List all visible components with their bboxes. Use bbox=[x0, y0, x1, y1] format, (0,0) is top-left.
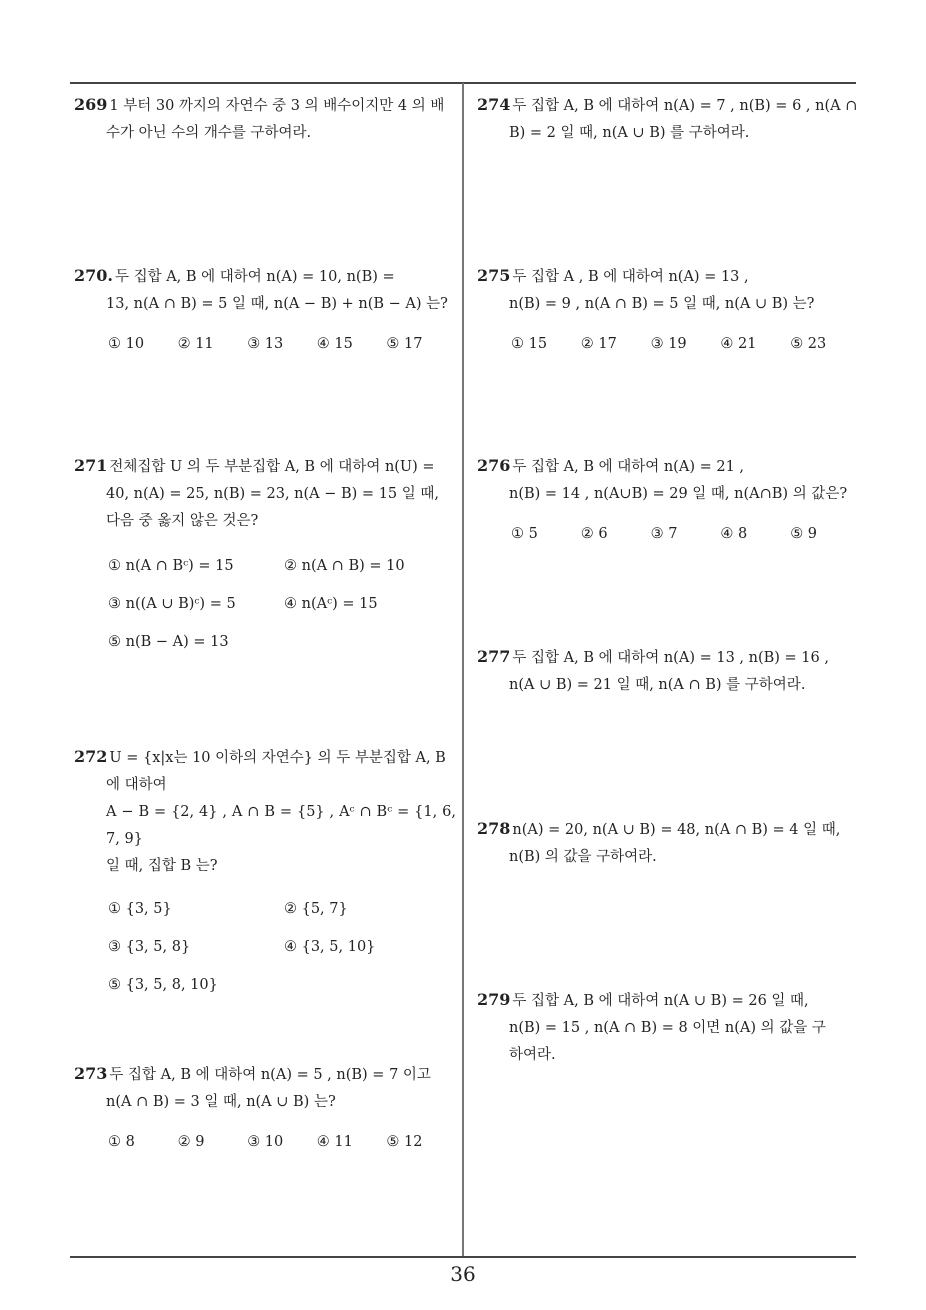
problem-number: 276 bbox=[477, 456, 511, 475]
problem-text-line: 일 때, 집합 B 는? bbox=[106, 858, 218, 874]
problem-number: 279 bbox=[477, 990, 511, 1009]
choice-list bbox=[74, 553, 456, 655]
problem-text-line: 두 집합 A, B 에 대하여 n(A) = 5 , n(B) = 7 이고 bbox=[109, 1067, 431, 1083]
choice-5[interactable]: ⑤ 23 bbox=[790, 336, 827, 352]
choice-list bbox=[74, 336, 456, 352]
problem-number: 270. bbox=[74, 266, 113, 285]
problem-text-line: 전체집합 U 의 두 부분집합 A, B 에 대하여 n(U) = bbox=[109, 459, 435, 475]
choice-1[interactable]: ① 8 bbox=[108, 1134, 135, 1150]
problem-text-line: 1 부터 30 까지의 자연수 중 3 의 배수이지만 4 의 배 bbox=[109, 98, 445, 114]
choice-5[interactable]: ⑤ 17 bbox=[386, 336, 423, 352]
choice-list bbox=[477, 526, 860, 542]
problem-text-line: n(B) = 14 , n(A∪B) = 29 일 때, n(A∩B) 의 값은? bbox=[509, 486, 848, 502]
problem-278 bbox=[477, 815, 860, 871]
problem-text-line: 13, n(A ∩ B) = 5 일 때, n(A − B) + n(B − A) 는? bbox=[106, 296, 448, 312]
choice-1[interactable]: ① n(A ∩ Bᶜ) = 15 bbox=[108, 558, 234, 574]
choice-4[interactable]: ④ 8 bbox=[720, 526, 748, 542]
choice-3[interactable]: ③ {3, 5, 8} bbox=[108, 939, 191, 955]
problem-text-line: 다음 중 옳지 않은 것은? bbox=[106, 513, 259, 529]
page-number: 36 bbox=[450, 1262, 476, 1286]
choice-2[interactable]: ② 6 bbox=[580, 526, 608, 542]
problem-number: 271 bbox=[74, 456, 108, 475]
choice-2[interactable]: ② {5, 7} bbox=[284, 901, 348, 917]
choice-1[interactable]: ① 15 bbox=[511, 336, 548, 352]
choice-2[interactable]: ② 9 bbox=[177, 1134, 205, 1150]
problem-text-line: n(B) 의 값을 구하여라. bbox=[509, 849, 657, 865]
choice-5[interactable]: ⑤ {3, 5, 8, 10} bbox=[108, 977, 218, 993]
bottom-rule bbox=[70, 1256, 856, 1258]
problem-text-line: n(B) = 15 , n(A ∩ B) = 8 이면 n(A) 의 값을 구 bbox=[509, 1020, 826, 1036]
problem-number: 269 bbox=[74, 95, 108, 114]
choice-list bbox=[477, 336, 860, 352]
problem-text-line: 두 집합 A, B 에 대하여 n(A) = 7 , n(B) = 6 , n(A ∩ bbox=[512, 98, 858, 114]
problem-text-line: 두 집합 A, B 에 대하여 n(A) = 13 , n(B) = 16 , bbox=[512, 650, 829, 666]
choice-list bbox=[74, 896, 456, 998]
problem-text-line: U = {x|x는 10 이하의 자연수} 의 두 부분집합 A, B bbox=[109, 750, 446, 766]
choice-2[interactable]: ② 11 bbox=[177, 336, 214, 352]
problem-text-line: B) = 2 일 때, n(A ∪ B) 를 구하여라. bbox=[509, 125, 750, 141]
problem-text-line: n(A ∩ B) = 3 일 때, n(A ∪ B) 는? bbox=[106, 1094, 336, 1110]
problem-number: 274 bbox=[477, 95, 511, 114]
problem-text-line: A − B = {2, 4} , A ∩ B = {5} , Aᶜ ∩ Bᶜ = {1, 6, 7, 9} bbox=[106, 804, 456, 847]
problem-text-line: n(A ∪ B) = 21 일 때, n(A ∩ B) 를 구하여라. bbox=[509, 677, 806, 693]
problem-text-line: 두 집합 A, B 에 대하여 n(A ∪ B) = 26 일 때, bbox=[512, 993, 809, 1009]
choice-3[interactable]: ③ 19 bbox=[650, 336, 687, 352]
choice-3[interactable]: ③ 10 bbox=[247, 1134, 284, 1150]
problem-text-line: 두 집합 A, B 에 대하여 n(A) = 21 , bbox=[512, 459, 745, 475]
problem-text-line: n(A) = 20, n(A ∪ B) = 48, n(A ∩ B) = 4 일 때, bbox=[512, 822, 841, 838]
problem-272 bbox=[74, 743, 456, 998]
problem-text-line: 두 집합 A, B 에 대하여 n(A) = 10, n(B) = bbox=[114, 269, 395, 285]
problem-number: 272 bbox=[74, 747, 108, 766]
problem-text-line: 두 집합 A , B 에 대하여 n(A) = 13 , bbox=[512, 269, 749, 285]
problem-text-line: 수가 아닌 수의 개수를 구하여라. bbox=[106, 125, 312, 141]
choice-3[interactable]: ③ 13 bbox=[247, 336, 284, 352]
problem-text-line: 하여라. bbox=[509, 1047, 556, 1063]
problem-274 bbox=[477, 91, 860, 147]
choice-list bbox=[74, 1134, 456, 1150]
choice-4[interactable]: ④ 15 bbox=[316, 336, 353, 352]
choice-3[interactable]: ③ 7 bbox=[650, 526, 678, 542]
choice-1[interactable]: ① 5 bbox=[511, 526, 538, 542]
problem-279 bbox=[477, 986, 860, 1069]
problem-277 bbox=[477, 643, 860, 699]
column-divider bbox=[462, 83, 464, 1256]
problem-text-line: n(B) = 9 , n(A ∩ B) = 5 일 때, n(A ∪ B) 는? bbox=[509, 296, 815, 312]
choice-2[interactable]: ② 17 bbox=[580, 336, 617, 352]
problem-number: 277 bbox=[477, 647, 511, 666]
problem-number: 278 bbox=[477, 819, 511, 838]
problem-number: 273 bbox=[74, 1064, 108, 1083]
choice-4[interactable]: ④ {3, 5, 10} bbox=[284, 939, 376, 955]
choice-4[interactable]: ④ n(Aᶜ) = 15 bbox=[284, 596, 378, 612]
choice-2[interactable]: ② n(A ∩ B) = 10 bbox=[284, 558, 405, 574]
problem-number: 275 bbox=[477, 266, 511, 285]
choice-3[interactable]: ③ n((A ∪ B)ᶜ) = 5 bbox=[108, 596, 236, 612]
problem-271 bbox=[74, 452, 456, 655]
problem-269 bbox=[74, 91, 456, 147]
choice-5[interactable]: ⑤ n(B − A) = 13 bbox=[108, 634, 229, 650]
choice-5[interactable]: ⑤ 12 bbox=[386, 1134, 423, 1150]
choice-1[interactable]: ① {3, 5} bbox=[108, 901, 172, 917]
problem-276 bbox=[477, 452, 860, 542]
problem-273 bbox=[74, 1060, 456, 1150]
problem-270 bbox=[74, 262, 456, 352]
choice-5[interactable]: ⑤ 9 bbox=[790, 526, 818, 542]
problem-text-line: 40, n(A) = 25, n(B) = 23, n(A − B) = 15 일 때, bbox=[106, 486, 439, 502]
choice-4[interactable]: ④ 21 bbox=[720, 336, 757, 352]
problem-275 bbox=[477, 262, 860, 352]
choice-4[interactable]: ④ 11 bbox=[316, 1134, 353, 1150]
choice-1[interactable]: ① 10 bbox=[108, 336, 145, 352]
problem-text-line: 에 대하여 bbox=[106, 777, 167, 793]
